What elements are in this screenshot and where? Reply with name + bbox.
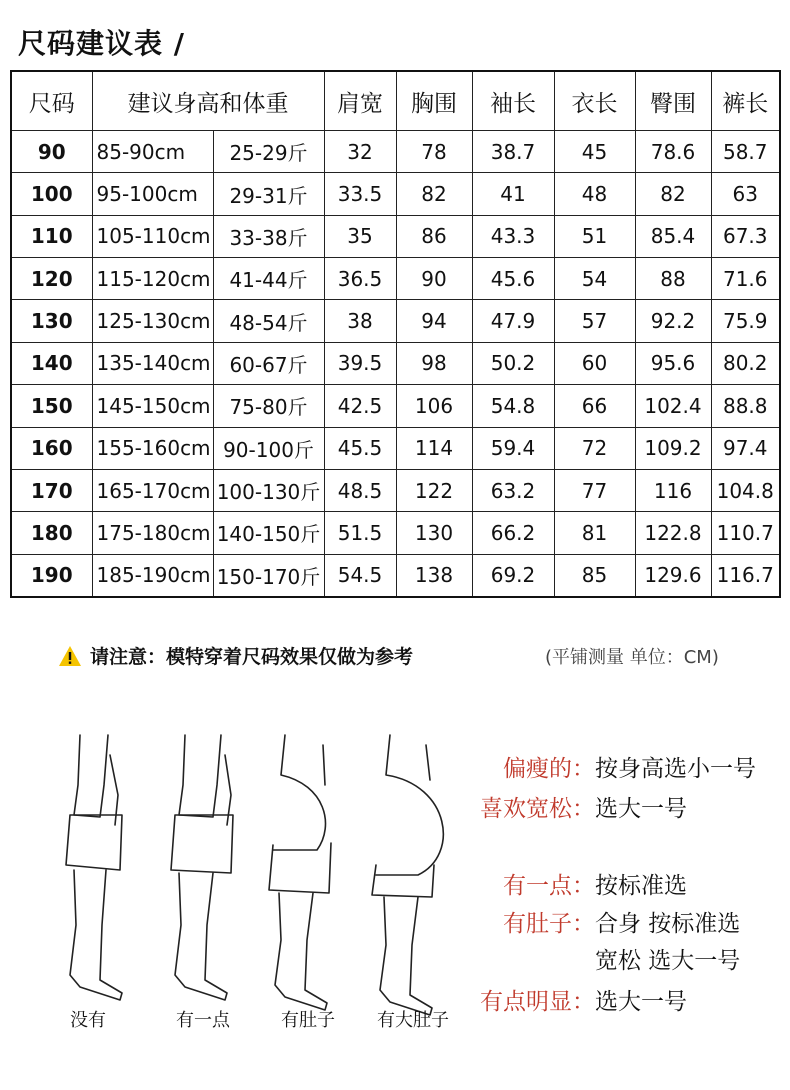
table-cell: 90-100斤	[213, 427, 324, 469]
table-cell: 33-38斤	[213, 215, 324, 257]
advice-value: 选大一号	[595, 989, 687, 1015]
table-cell: 25-29斤	[213, 131, 324, 173]
header-size: 尺码	[11, 71, 92, 131]
table-cell: 100-130斤	[213, 469, 324, 511]
table-cell: 75-80斤	[213, 385, 324, 427]
unit-note: (平铺测量 单位：CM)	[545, 647, 719, 668]
table-cell: 110.7	[711, 512, 780, 554]
table-cell: 122.8	[635, 512, 711, 554]
table-cell: 165-170cm	[92, 469, 213, 511]
table-cell: 45.5	[324, 427, 396, 469]
table-cell: 130	[396, 512, 472, 554]
table-cell: 58.7	[711, 131, 780, 173]
table-cell: 82	[396, 173, 472, 215]
table-row	[11, 173, 780, 215]
table-cell: 47.9	[472, 300, 554, 342]
table-cell: 71.6	[711, 258, 780, 300]
advice-key: 有一点：	[503, 873, 595, 899]
advice-item	[470, 983, 687, 1016]
table-cell: 80.2	[711, 342, 780, 384]
table-cell: 57	[554, 300, 635, 342]
table-cell: 150-170斤	[213, 554, 324, 597]
table-cell: 138	[396, 554, 472, 597]
advice-item	[470, 905, 740, 938]
table-cell: 54.5	[324, 554, 396, 597]
size-cell: 160	[11, 427, 92, 469]
table-cell: 35	[324, 215, 396, 257]
table-row	[11, 300, 780, 342]
header-length: 衣长	[554, 71, 635, 131]
table-cell: 140-150斤	[213, 512, 324, 554]
table-cell: 60	[554, 342, 635, 384]
table-cell: 69.2	[472, 554, 554, 597]
table-cell: 38.7	[472, 131, 554, 173]
header-shoulder: 肩宽	[324, 71, 396, 131]
table-row	[11, 554, 780, 597]
page-title: 尺码建议表 /	[18, 27, 185, 60]
advice-value: 合身 按标准选	[595, 911, 741, 937]
table-cell: 32	[324, 131, 396, 173]
table-cell: 77	[554, 469, 635, 511]
size-cell: 110	[11, 215, 92, 257]
table-cell: 45.6	[472, 258, 554, 300]
table-cell: 48-54斤	[213, 300, 324, 342]
advice-item	[470, 867, 687, 900]
header-height-weight: 建议身高和体重	[92, 71, 324, 131]
advice-value: 按身高选小一号	[595, 756, 756, 782]
table-cell: 59.4	[472, 427, 554, 469]
size-chart-table	[10, 70, 781, 598]
table-cell: 98	[396, 342, 472, 384]
table-cell: 81	[554, 512, 635, 554]
header-sleeve: 袖长	[472, 71, 554, 131]
size-cell: 90	[11, 131, 92, 173]
table-cell: 145-150cm	[92, 385, 213, 427]
advice-item	[470, 942, 740, 975]
figure-label-big-belly: 有大肚子	[377, 1010, 449, 1031]
table-cell: 86	[396, 215, 472, 257]
table-cell: 33.5	[324, 173, 396, 215]
table-cell: 115-120cm	[92, 258, 213, 300]
table-cell: 155-160cm	[92, 427, 213, 469]
notice-text: 请注意：模特穿着尺码效果仅做为参考	[90, 646, 414, 668]
table-cell: 51	[554, 215, 635, 257]
table-cell: 94	[396, 300, 472, 342]
figure-label-belly: 有肚子	[281, 1010, 335, 1031]
table-cell: 85	[554, 554, 635, 597]
figure-slight	[171, 735, 233, 1000]
table-cell: 41-44斤	[213, 258, 324, 300]
header-pants-length: 裤长	[711, 71, 780, 131]
table-cell: 67.3	[711, 215, 780, 257]
advice-item	[470, 790, 687, 823]
size-cell: 190	[11, 554, 92, 597]
advice-value: 按标准选	[595, 873, 687, 899]
table-cell: 114	[396, 427, 472, 469]
size-cell: 100	[11, 173, 92, 215]
table-cell: 95.6	[635, 342, 711, 384]
size-cell: 170	[11, 469, 92, 511]
table-cell: 122	[396, 469, 472, 511]
table-row	[11, 342, 780, 384]
advice-key: 有肚子：	[503, 911, 595, 937]
table-cell: 129.6	[635, 554, 711, 597]
table-cell: 63.2	[472, 469, 554, 511]
table-cell: 135-140cm	[92, 342, 213, 384]
table-cell: 45	[554, 131, 635, 173]
table-cell: 66.2	[472, 512, 554, 554]
table-cell: 50.2	[472, 342, 554, 384]
table-cell: 116.7	[711, 554, 780, 597]
size-cell: 180	[11, 512, 92, 554]
table-cell: 72	[554, 427, 635, 469]
table-cell: 48.5	[324, 469, 396, 511]
table-cell: 51.5	[324, 512, 396, 554]
table-cell: 66	[554, 385, 635, 427]
table-cell: 48	[554, 173, 635, 215]
size-cell: 150	[11, 385, 92, 427]
header-chest: 胸围	[396, 71, 472, 131]
table-cell: 36.5	[324, 258, 396, 300]
size-cell: 120	[11, 258, 92, 300]
table-cell: 29-31斤	[213, 173, 324, 215]
table-cell: 85.4	[635, 215, 711, 257]
table-cell: 92.2	[635, 300, 711, 342]
table-cell: 75.9	[711, 300, 780, 342]
header-hip: 臀围	[635, 71, 711, 131]
table-cell: 185-190cm	[92, 554, 213, 597]
table-cell: 109.2	[635, 427, 711, 469]
table-row	[11, 258, 780, 300]
table-cell: 54.8	[472, 385, 554, 427]
table-cell: 63	[711, 173, 780, 215]
size-cell: 130	[11, 300, 92, 342]
table-row	[11, 131, 780, 173]
table-cell: 54	[554, 258, 635, 300]
table-cell: 42.5	[324, 385, 396, 427]
advice-value: 选大一号	[595, 796, 687, 822]
table-cell: 105-110cm	[92, 215, 213, 257]
table-cell: 85-90cm	[92, 131, 213, 173]
warning-icon	[58, 645, 82, 667]
table-cell: 82	[635, 173, 711, 215]
table-cell: 88	[635, 258, 711, 300]
table-cell: 38	[324, 300, 396, 342]
table-cell: 78.6	[635, 131, 711, 173]
table-cell: 90	[396, 258, 472, 300]
figure-big-belly	[372, 735, 443, 1015]
table-cell: 106	[396, 385, 472, 427]
table-cell: 95-100cm	[92, 173, 213, 215]
table-cell: 175-180cm	[92, 512, 213, 554]
figure-label-slight: 有一点	[176, 1010, 230, 1031]
table-row	[11, 427, 780, 469]
advice-key: 有点明显：	[480, 989, 595, 1015]
table-header-row	[11, 71, 780, 131]
table-cell: 78	[396, 131, 472, 173]
table-cell: 39.5	[324, 342, 396, 384]
table-row	[11, 385, 780, 427]
table-row	[11, 469, 780, 511]
table-cell: 43.3	[472, 215, 554, 257]
table-cell: 125-130cm	[92, 300, 213, 342]
table-row	[11, 215, 780, 257]
size-cell: 140	[11, 342, 92, 384]
advice-item	[470, 750, 756, 783]
table-cell: 88.8	[711, 385, 780, 427]
figure-label-flat: 没有	[70, 1010, 106, 1031]
table-cell: 60-67斤	[213, 342, 324, 384]
figure-flat	[66, 735, 122, 1000]
table-cell: 102.4	[635, 385, 711, 427]
advice-key: 偏瘦的：	[503, 756, 595, 782]
figure-belly	[269, 735, 331, 1010]
table-cell: 41	[472, 173, 554, 215]
table-row	[11, 512, 780, 554]
notice	[58, 642, 413, 669]
advice-value: 宽松 选大一号	[595, 948, 741, 974]
table-cell: 116	[635, 469, 711, 511]
table-cell: 104.8	[711, 469, 780, 511]
table-cell: 97.4	[711, 427, 780, 469]
advice-key: 喜欢宽松：	[480, 796, 595, 822]
